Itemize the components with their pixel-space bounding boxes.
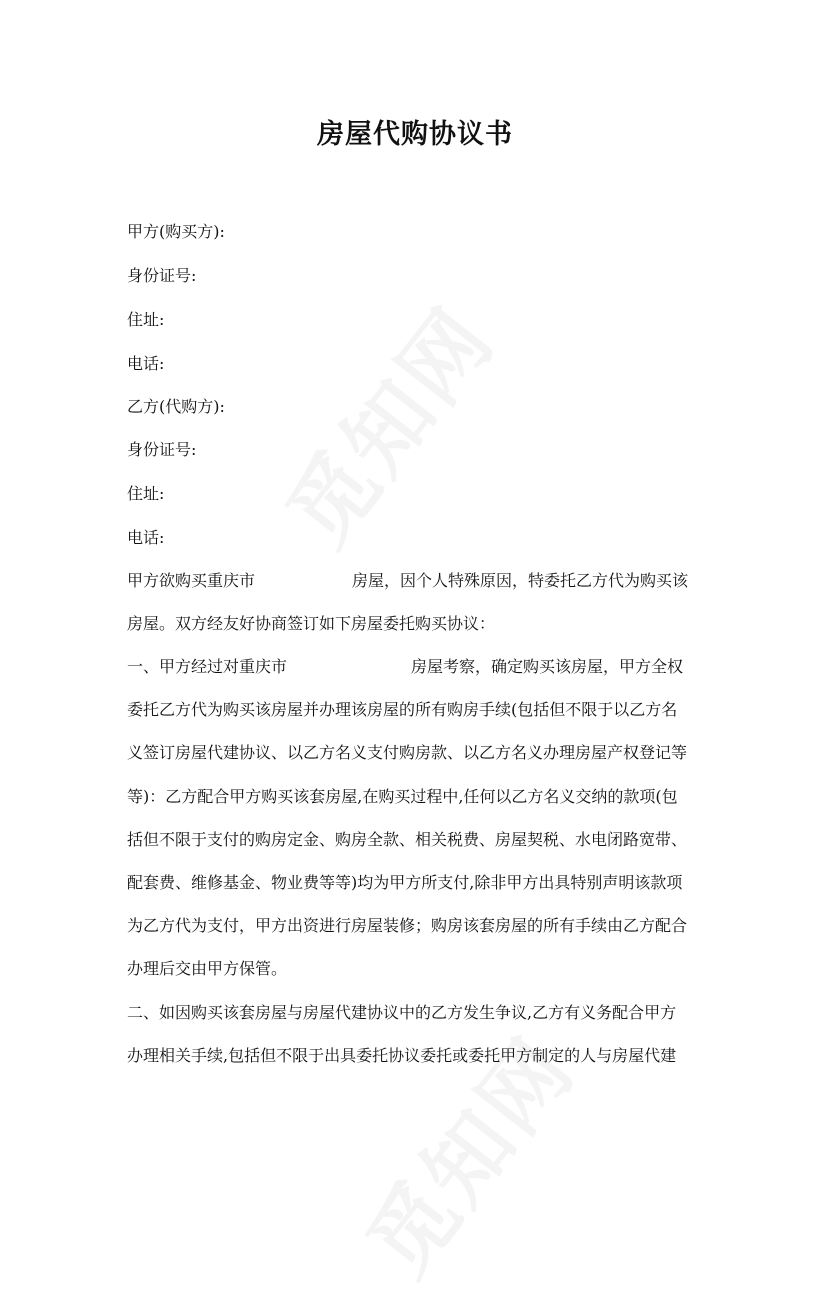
- clause-1-line: 等)：乙方配合甲方购买该套房屋,在购买过程中,任何以乙方名义交纳的款项(包: [127, 787, 678, 806]
- party-a-phone-label: 电话:: [127, 354, 165, 373]
- document-title: 房屋代购协议书: [317, 119, 513, 150]
- clause-2-line: 办理相关手续,包括但不限于出具委托协议委托或委托甲方制定的人与房屋代建: [127, 1046, 677, 1065]
- party-a-id-label: 身份证号:: [127, 266, 197, 285]
- intro-paragraph-line: 房屋。双方经友好协商签订如下房屋委托购买协议：: [127, 614, 496, 633]
- party-b-id-label: 身份证号:: [127, 440, 197, 459]
- clause-1-line: 为乙方代为支付，甲方出资进行房屋装修；购房该套房屋的所有手续由乙方配合: [127, 916, 688, 935]
- clause-1-line: 配套费、维修基金、物业费等等)均为甲方所支付,除非甲方出具特别声明该款项: [127, 873, 683, 892]
- clause-1-text-start: 一、甲方经过对重庆市: [127, 657, 288, 676]
- party-a-label: 甲方(购买方):: [127, 222, 225, 241]
- party-b-label: 乙方(代购方):: [127, 397, 225, 416]
- intro-text-end: 房屋，因个人特殊原因，特委托乙方代为购买该: [352, 571, 689, 590]
- clause-1-line: 办理后交由甲方保管。: [127, 959, 288, 978]
- watermark: [253, 277, 517, 566]
- party-a-address-label: 住址:: [127, 310, 165, 329]
- clause-1-line: 委托乙方代为购买该房屋并办理该房屋的所有购房手续(包括但不限于以乙方名: [127, 700, 678, 719]
- party-b-address-label: 住址:: [127, 484, 165, 503]
- clause-1-text-end: 房屋考察，确定购买该房屋，甲方全权: [411, 657, 684, 676]
- clause-2-line: 二、如因购买该套房屋与房屋代建协议中的乙方发生争议,乙方有义务配合甲方: [127, 1003, 677, 1022]
- intro-paragraph-line: [127, 570, 707, 592]
- clause-1-line: [127, 656, 707, 678]
- party-b-phone-label: 电话:: [127, 528, 165, 547]
- clause-1-line: 括但不限于支付的购房定金、购房全款、相关税费、房屋契税、水电闭路宽带、: [127, 830, 688, 849]
- clause-1-line: 义签订房屋代建协议、以乙方名义支付购房款、以乙方名义办理房屋产权登记等: [127, 743, 688, 762]
- intro-text-start: 甲方欲购买重庆市: [127, 571, 256, 590]
